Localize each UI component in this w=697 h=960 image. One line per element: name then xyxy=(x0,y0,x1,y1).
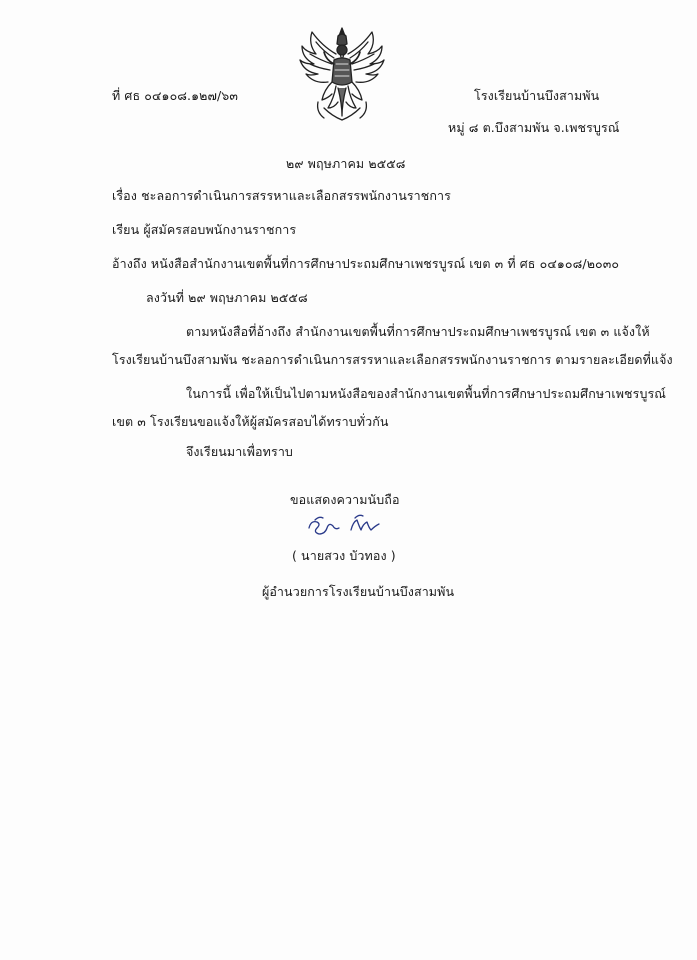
paragraph-1-line-2: โรงเรียนบ้านบึงสามพัน ชะลอการดำเนินการสรรหาและเลือกสรรพนักงานราชการ ตามรายละเอียดที่แจ้ง xyxy=(112,352,673,367)
reference-number: ที่ ศธ ๐๔๑๐๘.๑๒๗/๖๓ xyxy=(112,88,238,103)
paragraph-2-line-1: ในการนี้ เพื่อให้เป็นไปตามหนังสือของสำนักงานเขตพื้นที่การศึกษาประถมศึกษาเพชรบูรณ์ xyxy=(186,386,666,401)
signer-position: ผู้อำนวยการโรงเรียนบ้านบึงสามพัน xyxy=(262,584,455,599)
reference-date-line: ลงวันที่ ๒๙ พฤษภาคม ๒๕๕๘ xyxy=(146,290,308,305)
garuda-emblem-icon xyxy=(294,24,390,126)
subject-line: เรื่อง ชะลอการดำเนินการสรรหาและเลือกสรรพนักงานราชการ xyxy=(112,188,451,203)
paragraph-2-line-2: เขต ๓ โรงเรียนขอแจ้งให้ผู้สมัครสอบได้ทราบทั่วกัน xyxy=(112,414,389,429)
recipient-line: เรียน ผู้สมัครสอบพนักงานราชการ xyxy=(112,222,297,237)
reference-line: อ้างถึง หนังสือสำนักงานเขตพื้นที่การศึกษาประถมศึกษาเพชรบูรณ์ เขต ๓ ที่ ศธ ๐๔๑๐๘/๒๐๓๐ xyxy=(112,256,620,271)
closing-statement: จึงเรียนมาเพื่อทราบ xyxy=(186,444,293,459)
handwritten-signature xyxy=(305,510,385,540)
signer-name: ( นายสวง บัวทอง ) xyxy=(292,548,396,563)
organization-address: หมู่ ๘ ต.บึงสามพัน จ.เพชรบูรณ์ xyxy=(448,120,620,135)
paragraph-1-line-1: ตามหนังสือที่อ้างถึง สำนักงานเขตพื้นที่การศึกษาประถมศึกษาเพชรบูรณ์ เขต ๓ แจ้งให้ xyxy=(186,324,650,339)
regards-line: ขอแสดงความนับถือ xyxy=(290,492,400,507)
organization-name: โรงเรียนบ้านบึงสามพัน xyxy=(474,88,600,103)
letter-date: ๒๙ พฤษภาคม ๒๕๕๘ xyxy=(286,156,406,171)
